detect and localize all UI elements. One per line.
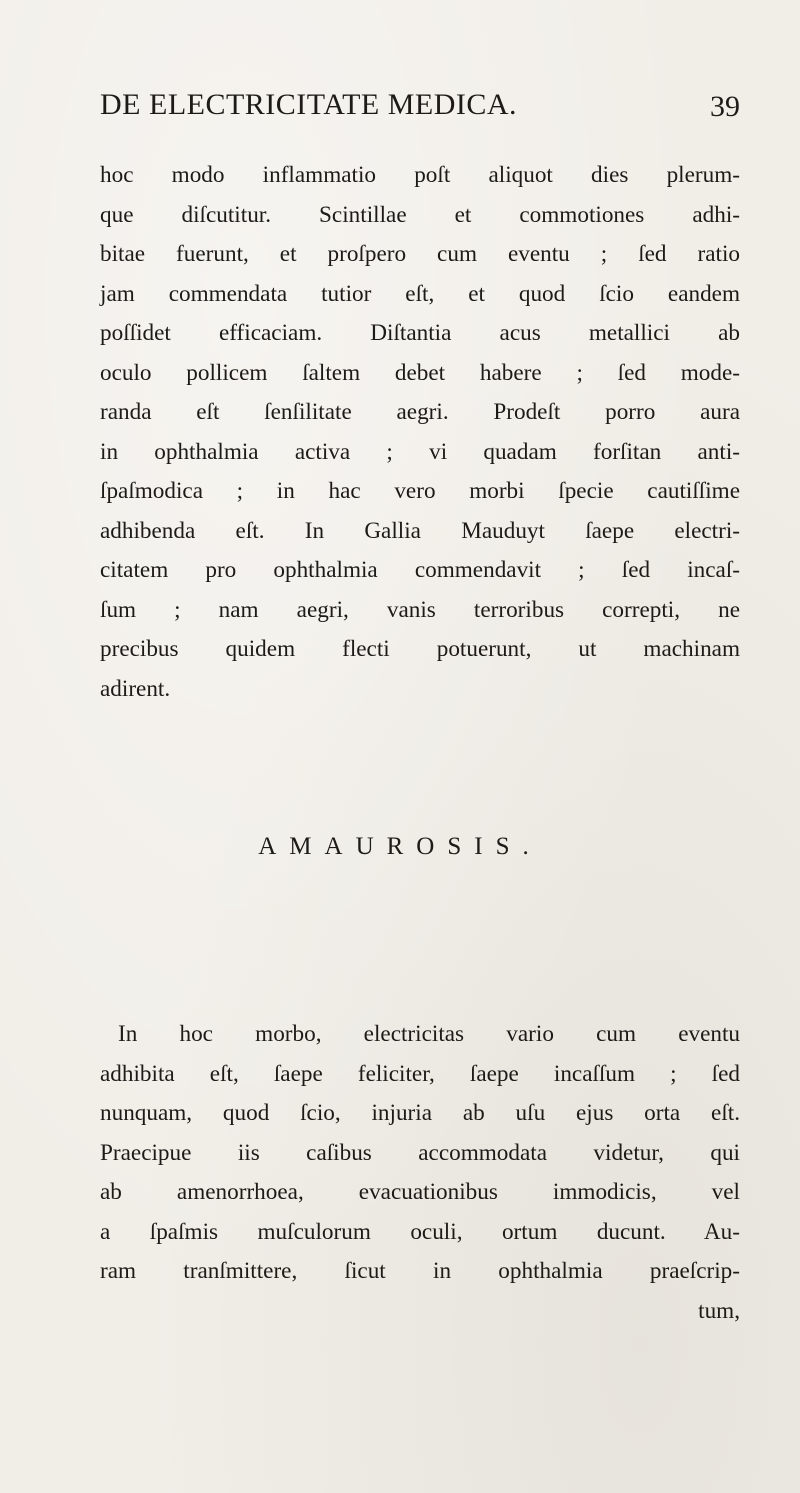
section-heading: AMAUROSIS. [258,833,542,860]
text-line: In hoc morbo, electricitas vario cum eventu [118,1021,740,1047]
text-line: adhibita eſt, ſaepe feliciter, ſaepe incaſſum ; ſed [100,1060,740,1087]
text-line: ſpaſmodica ; in hac vero morbi ſpecie cautiſſime [100,478,740,504]
text-line: a ſpaſmis muſculorum oculi, ortum ducunt. Au- [100,1218,740,1245]
text-line: adirent. [100,675,171,702]
page-number: 39 [710,90,740,123]
text-line: ram tranſmittere, ſicut in ophthalmia praeſcrip- [100,1258,740,1284]
running-head: DE ELECTRICITATE MEDICA. [100,88,518,121]
text-line: ab amenorrhoea, evacuationibus immodicis, vel [100,1179,740,1205]
text-line: bitae fuerunt, et proſpero cum eventu ; ſed ratio [100,241,740,267]
text-line: ſum ; nam aegri, vanis terroribus correpti, ne [100,596,740,623]
page-header [100,88,740,128]
text-line: Praecipue iis caſibus accommodata videtur, qui [100,1139,740,1166]
text-line: hoc modo inflammatio poſt aliquot dies plerum- [100,162,740,188]
text-line: nunquam, quod ſcio, injuria ab uſu ejus orta eſt. [100,1100,740,1126]
text-line: citatem pro ophthalmia commendavit ; ſed incaſ- [100,557,740,583]
text-line: randa eſt ſenſilitate aegri. Prodeſt porro aura [100,399,740,425]
text-line: precibus quidem flecti potuerunt, ut machinam [100,636,740,662]
text-line: adhibenda eſt. In Gallia Mauduyt ſaepe electri- [100,517,740,544]
text-line: tum, [698,1297,740,1324]
paragraph-ophthalmia [100,156,740,709]
text-line: in ophthalmia activa ; vi quadam forſitan anti- [100,438,740,465]
text-line: poſſidet efficaciam. Diſtantia acus metallici ab [100,320,740,346]
text-line: jam commendata tutior eſt, et quod ſcio eandem [100,280,740,307]
paragraph-amaurosis [100,1015,740,1331]
text-line: oculo pollicem ſaltem debet habere ; ſed mode- [100,359,740,386]
text-line: que diſcutitur. Scintillae et commotiones adhi- [100,201,740,228]
